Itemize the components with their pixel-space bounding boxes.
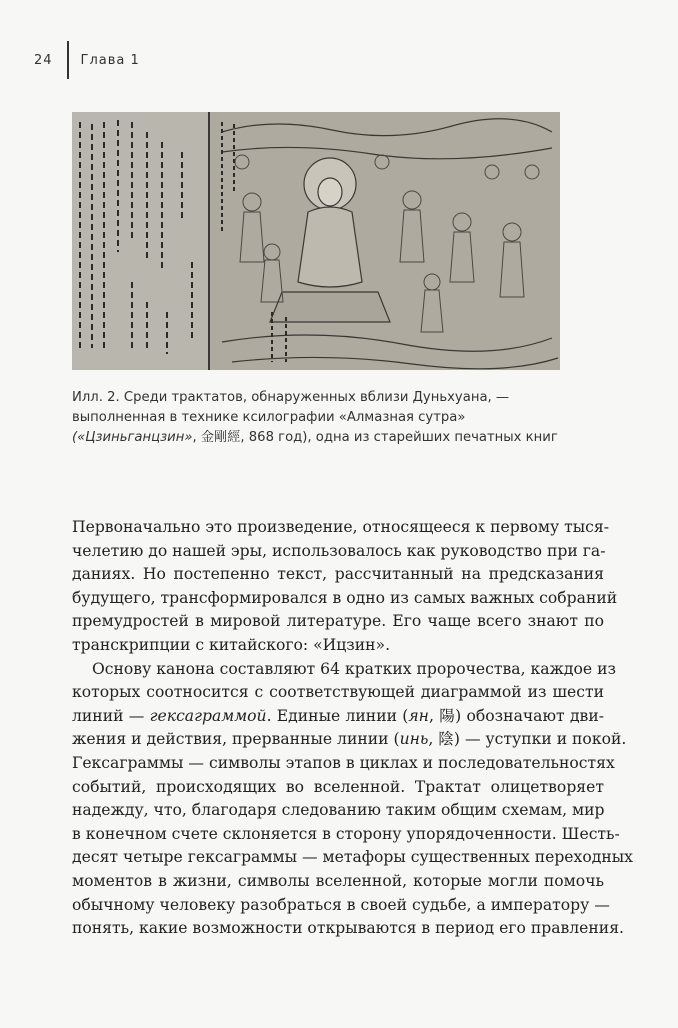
body-text [72,516,633,941]
text-fragment: , 陽) обозначают дви- [428,706,604,725]
running-head [34,40,140,80]
text-line: будущего, трансформировался в одно из самых важных собраний [72,588,618,607]
term-hexagram: гексаграммой [149,706,267,725]
text-fragment: жения и действия, прерванные линии ( [72,730,400,749]
caption-line: выполненная в технике ксилографии «Алмазная сутра» [72,410,466,425]
text-line: событий, происходящих во вселенной. Трактат олицетворяет [72,777,604,796]
chapter-title: Глава 1 [80,52,140,68]
text-line: Основу канона составляют 64 кратких пророчества, каждое из [92,659,616,678]
diamond-sutra-illustration [72,112,560,370]
term-yin: инь [399,730,429,749]
woodblock-print-image [72,112,560,370]
text-line: обычному человеку разобраться в своей судьбе, а императору — [72,895,610,914]
text-line: Гексаграммы — символы этапов в циклах и последовательностях [72,753,615,772]
paragraph-2 [72,658,633,941]
text-line: премудростей в мировой литературе. Его чаще всего знают по [72,612,604,631]
caption-line [72,428,602,448]
figure-caption [72,388,602,448]
page-number: 24 [34,52,53,68]
caption-line-rest: , 金剛經, 868 год), одна из старейших печатных книг [192,430,558,445]
text-line [72,705,604,729]
paragraph-1 [72,516,618,658]
text-line: челетию до нашей эры, использовалось как руководство при га- [72,541,606,560]
text-fragment: . Единые линии ( [266,706,409,725]
text-line: в конечном счете склоняется в сторону упорядоченности. Шесть- [72,824,620,843]
term-yang: ян [408,706,429,725]
text-line: Первоначально это произведение, относящееся к первому тыся- [72,518,610,536]
text-line: даниях. Но постепенно текст, рассчитанный на предсказания [72,565,604,584]
buddha-scene [210,112,560,370]
text-line: транскрипции с китайского: «Ицзин». [72,635,391,654]
text-line: понять, какие возможности открываются в период его правления. [72,919,624,938]
text-line: десят четыре гексаграммы — метафоры существенных переходных [72,848,633,867]
header-divider [67,41,69,79]
caption-italic-title: («Цзиньганцзин» [72,430,193,445]
text-line: надежду, что, благодаря следованию таким общим схемам, мир [72,801,605,820]
text-line: моментов в жизни, символы вселенной, которые могли помочь [72,871,604,890]
text-fragment: , 陰) — уступки и покой. [428,730,627,749]
text-line: которых соотносится с соответствующей диаграммой из шести [72,683,604,702]
text-line [72,728,627,752]
text-fragment: линий — [72,706,150,725]
caption-line: Илл. 2. Среди трактатов, обнаруженных вблизи Дуньхуана, — [72,390,510,405]
